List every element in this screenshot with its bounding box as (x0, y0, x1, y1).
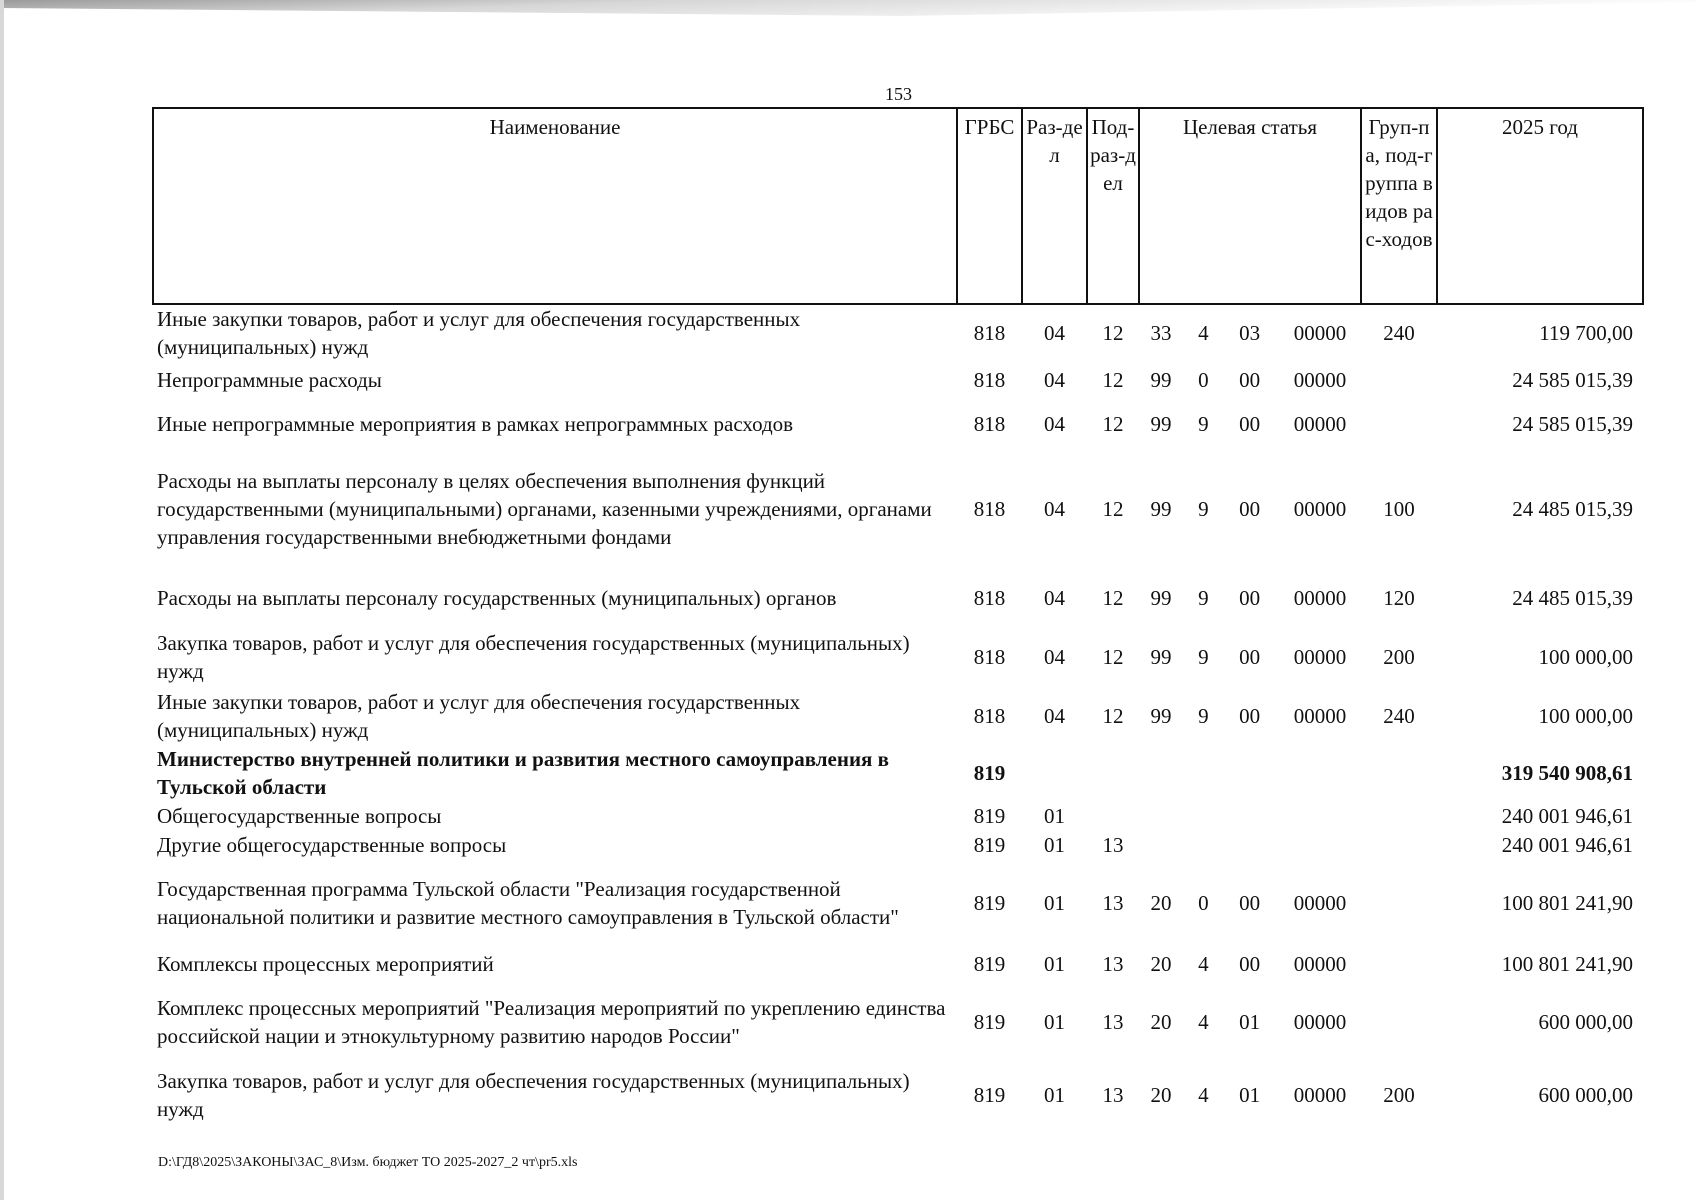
row-celevaya-cs2: 9 (1198, 412, 1209, 436)
row-name: Расходы на выплаты персоналу государственных (муниципальных) органов (157, 586, 837, 610)
table-row (153, 1063, 1643, 1127)
row-razdel: 01 (1044, 952, 1065, 976)
row-name: Общегосударственные вопросы (157, 803, 442, 828)
row-grbs: 819 (973, 761, 1006, 785)
row-podrazdel: 12 (1102, 321, 1124, 345)
row-celevaya-cs3: 01 (1239, 1083, 1261, 1107)
row-grbs: 818 (973, 497, 1006, 521)
row-amount: 119 700,00 (1539, 321, 1633, 345)
row-amount: 240 001 946,61 (1501, 832, 1633, 857)
row-razdel: 01 (1044, 1083, 1065, 1107)
row-celevaya-cs3: 00 (1239, 704, 1261, 728)
row-name: Комплекс процессных мероприятий "Реализация мероприятий по укреплению единства российской нации и этнокультурному развитию народов России" (157, 996, 946, 1048)
table-row (153, 859, 1643, 947)
row-podrazdel (1087, 801, 1139, 830)
row-razdel: 04 (1044, 497, 1065, 521)
table-row (153, 449, 1643, 569)
row-vid-rashodov (1361, 361, 1437, 399)
row-celevaya-cs3: 00 (1239, 368, 1261, 392)
row-celevaya (1139, 745, 1361, 801)
table-row (153, 304, 1643, 361)
row-grbs: 819 (973, 1083, 1006, 1107)
row-celevaya-cs4: 00000 (1293, 321, 1347, 345)
row-vid-rashodov: 120 (1383, 586, 1415, 610)
table-header-row (153, 108, 1643, 304)
row-celevaya-cs4: 00000 (1293, 368, 1347, 392)
row-celevaya-cs1: 99 (1150, 497, 1172, 521)
row-grbs: 819 (973, 1010, 1006, 1034)
row-amount: 600 000,00 (1538, 1010, 1633, 1034)
row-celevaya-cs3: 00 (1239, 412, 1261, 436)
row-celevaya-cs4: 00000 (1293, 412, 1347, 436)
row-grbs: 818 (973, 321, 1006, 345)
header-year: 2025 год (1437, 108, 1643, 304)
budget-table (152, 107, 1644, 1127)
row-razdel: 04 (1044, 368, 1065, 392)
header-razdel: Раз-дел (1022, 108, 1087, 304)
row-celevaya (1139, 304, 1361, 361)
row-amount: 24 585 015,39 (1512, 368, 1633, 392)
row-celevaya (1139, 859, 1361, 947)
row-name: Иные закупки товаров, работ и услуг для обеспечения государственных (муниципальных) нужд (157, 307, 801, 359)
row-podrazdel: 13 (1102, 1083, 1124, 1107)
scan-edge (0, 0, 4, 1200)
row-amount: 100 801 241,90 (1501, 952, 1633, 976)
row-celevaya-cs3: 01 (1239, 1010, 1261, 1034)
row-celevaya-cs1: 33 (1150, 321, 1172, 345)
row-celevaya-cs1: 99 (1150, 704, 1172, 728)
row-razdel: 01 (1044, 891, 1065, 915)
table-row (153, 687, 1643, 745)
row-celevaya-cs2: 9 (1198, 497, 1209, 521)
row-amount: 319 540 908,61 (1501, 761, 1633, 785)
row-celevaya (1139, 1063, 1361, 1127)
row-celevaya-cs3: 00 (1239, 891, 1261, 915)
row-razdel: 01 (1044, 803, 1065, 828)
row-vid-rashodov: 200 (1383, 1083, 1415, 1107)
row-celevaya-cs1: 99 (1150, 645, 1172, 669)
row-celevaya-cs2: 4 (1198, 1083, 1209, 1107)
row-celevaya-cs1: 99 (1150, 586, 1172, 610)
row-vid-rashodov (1361, 399, 1437, 449)
row-celevaya (1139, 399, 1361, 449)
row-razdel: 04 (1044, 412, 1065, 436)
header-celevaya: Целевая статья (1139, 108, 1361, 304)
row-name: Иные непрограммные мероприятия в рамках непрограммных расходов (157, 412, 794, 436)
header-podrazdel: Под-раз-дел (1087, 108, 1139, 304)
row-vid-rashodov (1361, 801, 1437, 830)
row-grbs: 818 (973, 586, 1006, 610)
row-name: Другие общегосударственные вопросы (157, 832, 507, 857)
row-grbs: 819 (973, 803, 1006, 828)
row-vid-rashodov: 240 (1383, 704, 1415, 728)
row-celevaya-cs2: 4 (1198, 1010, 1209, 1034)
row-celevaya-cs4: 00000 (1293, 586, 1347, 610)
row-celevaya-cs3: 03 (1239, 321, 1261, 345)
row-celevaya-cs2: 0 (1198, 891, 1209, 915)
row-podrazdel (1087, 745, 1139, 801)
row-celevaya-cs3: 00 (1239, 497, 1261, 521)
row-podrazdel: 12 (1102, 645, 1124, 669)
row-name: Расходы на выплаты персоналу в целях обеспечения выполнения функций государственными (муниципальными) органами, казенными учреждениями, органами управления государственными внебюджетными фондами (157, 469, 932, 549)
footer-file-path: D:\ГД8\2025\ЗАКОНЫ\ЗАС_8\Изм. бюджет ТО 2025-2027_2 чт\pr5.xls (158, 1155, 578, 1170)
table-row (153, 745, 1643, 801)
row-vid-rashodov (1361, 981, 1437, 1063)
row-grbs: 819 (973, 952, 1006, 976)
row-name: Закупка товаров, работ и услуг для обеспечения государственных (муниципальных) нужд (157, 631, 910, 683)
row-celevaya-cs2: 4 (1198, 952, 1209, 976)
row-razdel: 01 (1044, 1010, 1065, 1034)
row-podrazdel: 12 (1102, 586, 1124, 610)
table-row (153, 627, 1643, 687)
table-row (153, 399, 1643, 449)
row-vid-rashodov (1361, 830, 1437, 859)
row-amount: 24 585 015,39 (1512, 412, 1633, 436)
row-podrazdel: 12 (1102, 704, 1124, 728)
row-vid-rashodov (1361, 947, 1437, 981)
row-podrazdel: 12 (1102, 412, 1124, 436)
row-celevaya (1139, 449, 1361, 569)
table-body (153, 304, 1643, 1127)
row-celevaya-cs2: 9 (1198, 586, 1209, 610)
row-celevaya-cs3: 00 (1239, 645, 1261, 669)
scan-shadow (0, 0, 1696, 20)
row-celevaya-cs4: 00000 (1293, 1010, 1347, 1034)
row-celevaya (1139, 947, 1361, 981)
row-vid-rashodov (1361, 859, 1437, 947)
row-celevaya-cs4: 00000 (1293, 1083, 1347, 1107)
row-grbs: 818 (973, 368, 1006, 392)
row-celevaya-cs1: 20 (1150, 952, 1172, 976)
row-celevaya-cs4: 00000 (1293, 704, 1347, 728)
row-razdel: 04 (1044, 645, 1065, 669)
row-celevaya (1139, 801, 1361, 830)
row-name: Государственная программа Тульской области "Реализация государственной национальной политики и развитие местного самоуправления в Тульской области" (157, 877, 899, 929)
row-celevaya (1139, 981, 1361, 1063)
table-row (153, 830, 1643, 859)
row-podrazdel: 12 (1102, 497, 1124, 521)
table-row (153, 947, 1643, 981)
row-amount: 600 000,00 (1538, 1083, 1633, 1107)
row-podrazdel: 12 (1102, 368, 1124, 392)
row-amount: 240 001 946,61 (1501, 803, 1633, 828)
table-row (153, 981, 1643, 1063)
row-vid-rashodov: 200 (1383, 645, 1415, 669)
table-row (153, 361, 1643, 399)
row-celevaya (1139, 830, 1361, 859)
row-vid-rashodov: 100 (1383, 497, 1415, 521)
row-vid-rashodov: 240 (1383, 321, 1415, 345)
row-vid-rashodov (1361, 745, 1437, 801)
row-name: Непрограммные расходы (157, 368, 382, 392)
row-amount: 24 485 015,39 (1512, 586, 1633, 610)
row-amount: 24 485 015,39 (1512, 497, 1633, 521)
row-podrazdel: 13 (1102, 891, 1124, 915)
row-grbs: 819 (973, 891, 1006, 915)
row-name: Комплексы процессных мероприятий (157, 952, 494, 976)
row-name: Министерство внутренней политики и развития местного самоуправления в Тульской области (157, 747, 890, 799)
row-celevaya-cs2: 9 (1198, 704, 1209, 728)
row-podrazdel: 13 (1102, 1010, 1124, 1034)
row-podrazdel: 13 (1102, 952, 1124, 976)
row-razdel: 01 (1044, 832, 1065, 857)
row-grbs: 818 (973, 704, 1006, 728)
row-celevaya (1139, 687, 1361, 745)
row-name: Закупка товаров, работ и услуг для обеспечения государственных (муниципальных) нужд (157, 1069, 910, 1121)
row-razdel: 04 (1044, 321, 1065, 345)
row-celevaya (1139, 627, 1361, 687)
row-amount: 100 000,00 (1538, 704, 1633, 728)
row-grbs: 818 (973, 645, 1006, 669)
row-podrazdel: 13 (1102, 832, 1124, 857)
row-celevaya (1139, 569, 1361, 627)
row-grbs: 819 (973, 832, 1006, 857)
header-gruppa: Груп-па, под-группа видов рас-ходов (1361, 108, 1437, 304)
row-celevaya-cs4: 00000 (1293, 952, 1347, 976)
row-celevaya-cs3: 00 (1239, 586, 1261, 610)
row-celevaya-cs4: 00000 (1293, 891, 1347, 915)
row-grbs: 818 (973, 412, 1006, 436)
row-celevaya-cs2: 0 (1198, 368, 1209, 392)
row-celevaya (1139, 361, 1361, 399)
header-name: Наименование (153, 108, 957, 304)
row-amount: 100 801 241,90 (1501, 891, 1633, 915)
row-celevaya-cs2: 4 (1198, 321, 1209, 345)
row-celevaya-cs4: 00000 (1293, 497, 1347, 521)
row-amount: 100 000,00 (1538, 645, 1633, 669)
row-razdel (1022, 745, 1087, 801)
table-row (153, 801, 1643, 830)
row-celevaya-cs4: 00000 (1293, 645, 1347, 669)
header-grbs: ГРБС (957, 108, 1022, 304)
row-celevaya-cs1: 20 (1150, 1083, 1172, 1107)
row-name: Иные закупки товаров, работ и услуг для обеспечения государственных (муниципальных) нужд (157, 690, 801, 742)
row-celevaya-cs3: 00 (1239, 952, 1261, 976)
table-row (153, 569, 1643, 627)
row-celevaya-cs1: 20 (1150, 1010, 1172, 1034)
row-razdel: 04 (1044, 586, 1065, 610)
row-celevaya-cs1: 99 (1150, 368, 1172, 392)
row-celevaya-cs2: 9 (1198, 645, 1209, 669)
row-razdel: 04 (1044, 704, 1065, 728)
page-number: 153 (885, 84, 912, 104)
row-celevaya-cs1: 99 (1150, 412, 1172, 436)
row-celevaya-cs1: 20 (1150, 891, 1172, 915)
